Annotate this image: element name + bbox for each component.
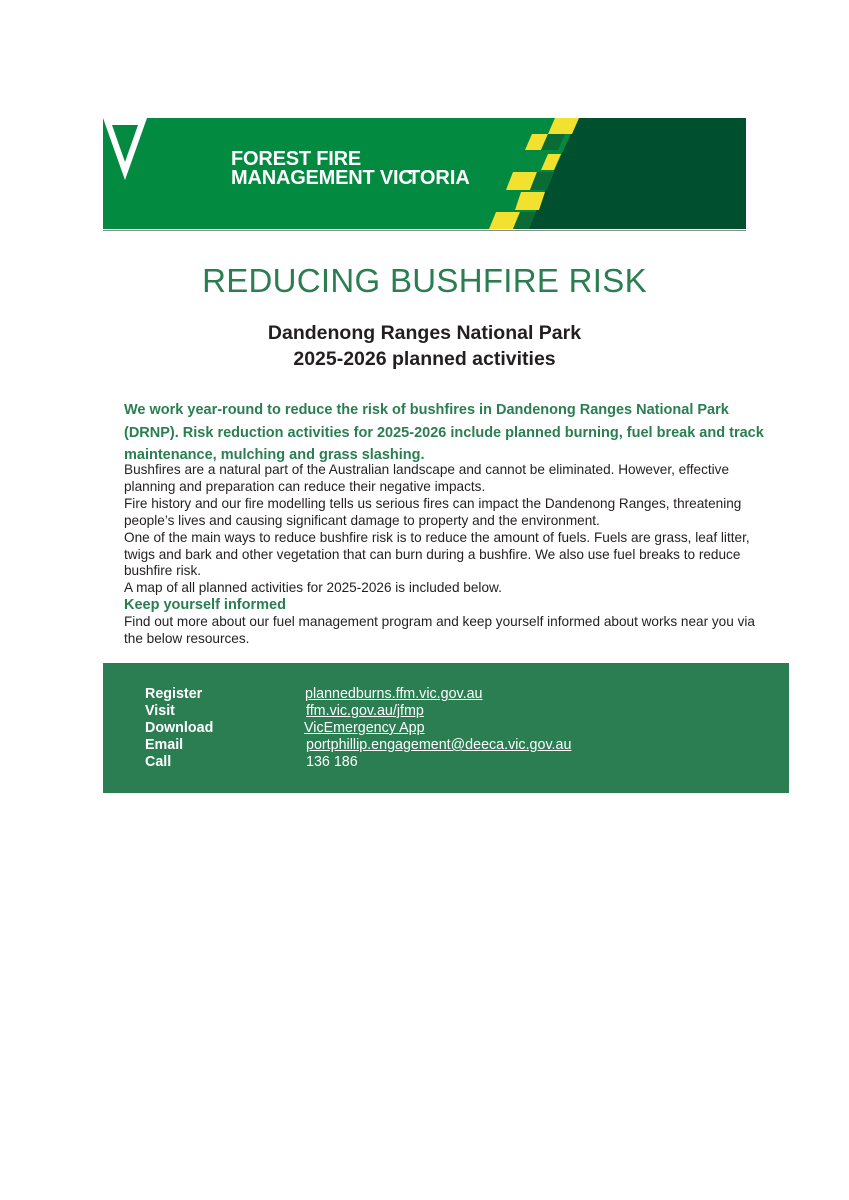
logo-wordmark — [231, 150, 413, 188]
intro-paragraph: We work year-round to reduce the risk of bushfires in Dandenong Ranges National Park (DRNP). Risk reduction activities for 2025-2026 include planned burning, fuel break and track maintenance, mulching and grass slashing. — [124, 402, 764, 463]
logo-line-2-end: TORIA — [408, 167, 470, 189]
paragraph-fuels: One of the main ways to reduce bushfire risk is to reduce the amount of fuels. Fuels are grass, leaf litter, twigs and bark and other vegetation that can burn during a bushfire. We also use fuel breaks to reduce bushfire risk. — [124, 529, 750, 579]
download-link[interactable]: VicEmergency App — [304, 720, 425, 736]
paragraph-map: A map of all planned activities for 2025-2026 is included below. — [124, 580, 502, 596]
email-link[interactable]: portphillip.engagement@deeca.vic.gov.au — [306, 737, 572, 753]
paragraph-bushfires: Bushfires are a natural part of the Australian landscape and cannot be eliminated. However, effective planning and preparation can reduce their negative impacts. — [124, 462, 730, 494]
keep-informed-heading: Keep yourself informed — [124, 597, 286, 614]
register-link[interactable]: plannedburns.ffm.vic.gov.au — [305, 686, 483, 702]
contact-box — [103, 663, 789, 793]
body-text — [124, 462, 769, 648]
logo-line-1: FOREST FIRE — [231, 148, 362, 170]
subtitle-line-2: 2025-2026 planned activities — [293, 348, 556, 370]
header-banner — [103, 118, 746, 229]
page-subtitle — [0, 320, 849, 372]
contact-label: Email — [145, 737, 184, 753]
paragraph-fire-history: Fire history and our fire modelling tells us serious fires can impact the Dandenong Ranges, threatening people’s lives and causing significant damage to property and the environment. — [124, 495, 742, 528]
paragraph-resources: Find out more about our fuel management program and keep yourself informed about works near you via the below resources. — [124, 614, 755, 647]
logo-line-2: MANAGEMENT VIC — [231, 167, 413, 189]
visit-link[interactable]: ffm.vic.gov.au/jfmp — [306, 703, 424, 719]
page-title: REDUCING BUSHFIRE RISK — [202, 262, 647, 299]
contact-label: Visit — [145, 703, 175, 719]
subtitle-line-1: Dandenong Ranges National Park — [267, 322, 582, 344]
contact-label: Call — [145, 754, 172, 770]
phone-number: 136 186 — [306, 754, 358, 770]
contact-label: Register — [145, 686, 203, 702]
victoria-triangle-logo — [103, 118, 147, 180]
banner-divider — [103, 230, 746, 231]
contact-label: Download — [145, 720, 214, 736]
